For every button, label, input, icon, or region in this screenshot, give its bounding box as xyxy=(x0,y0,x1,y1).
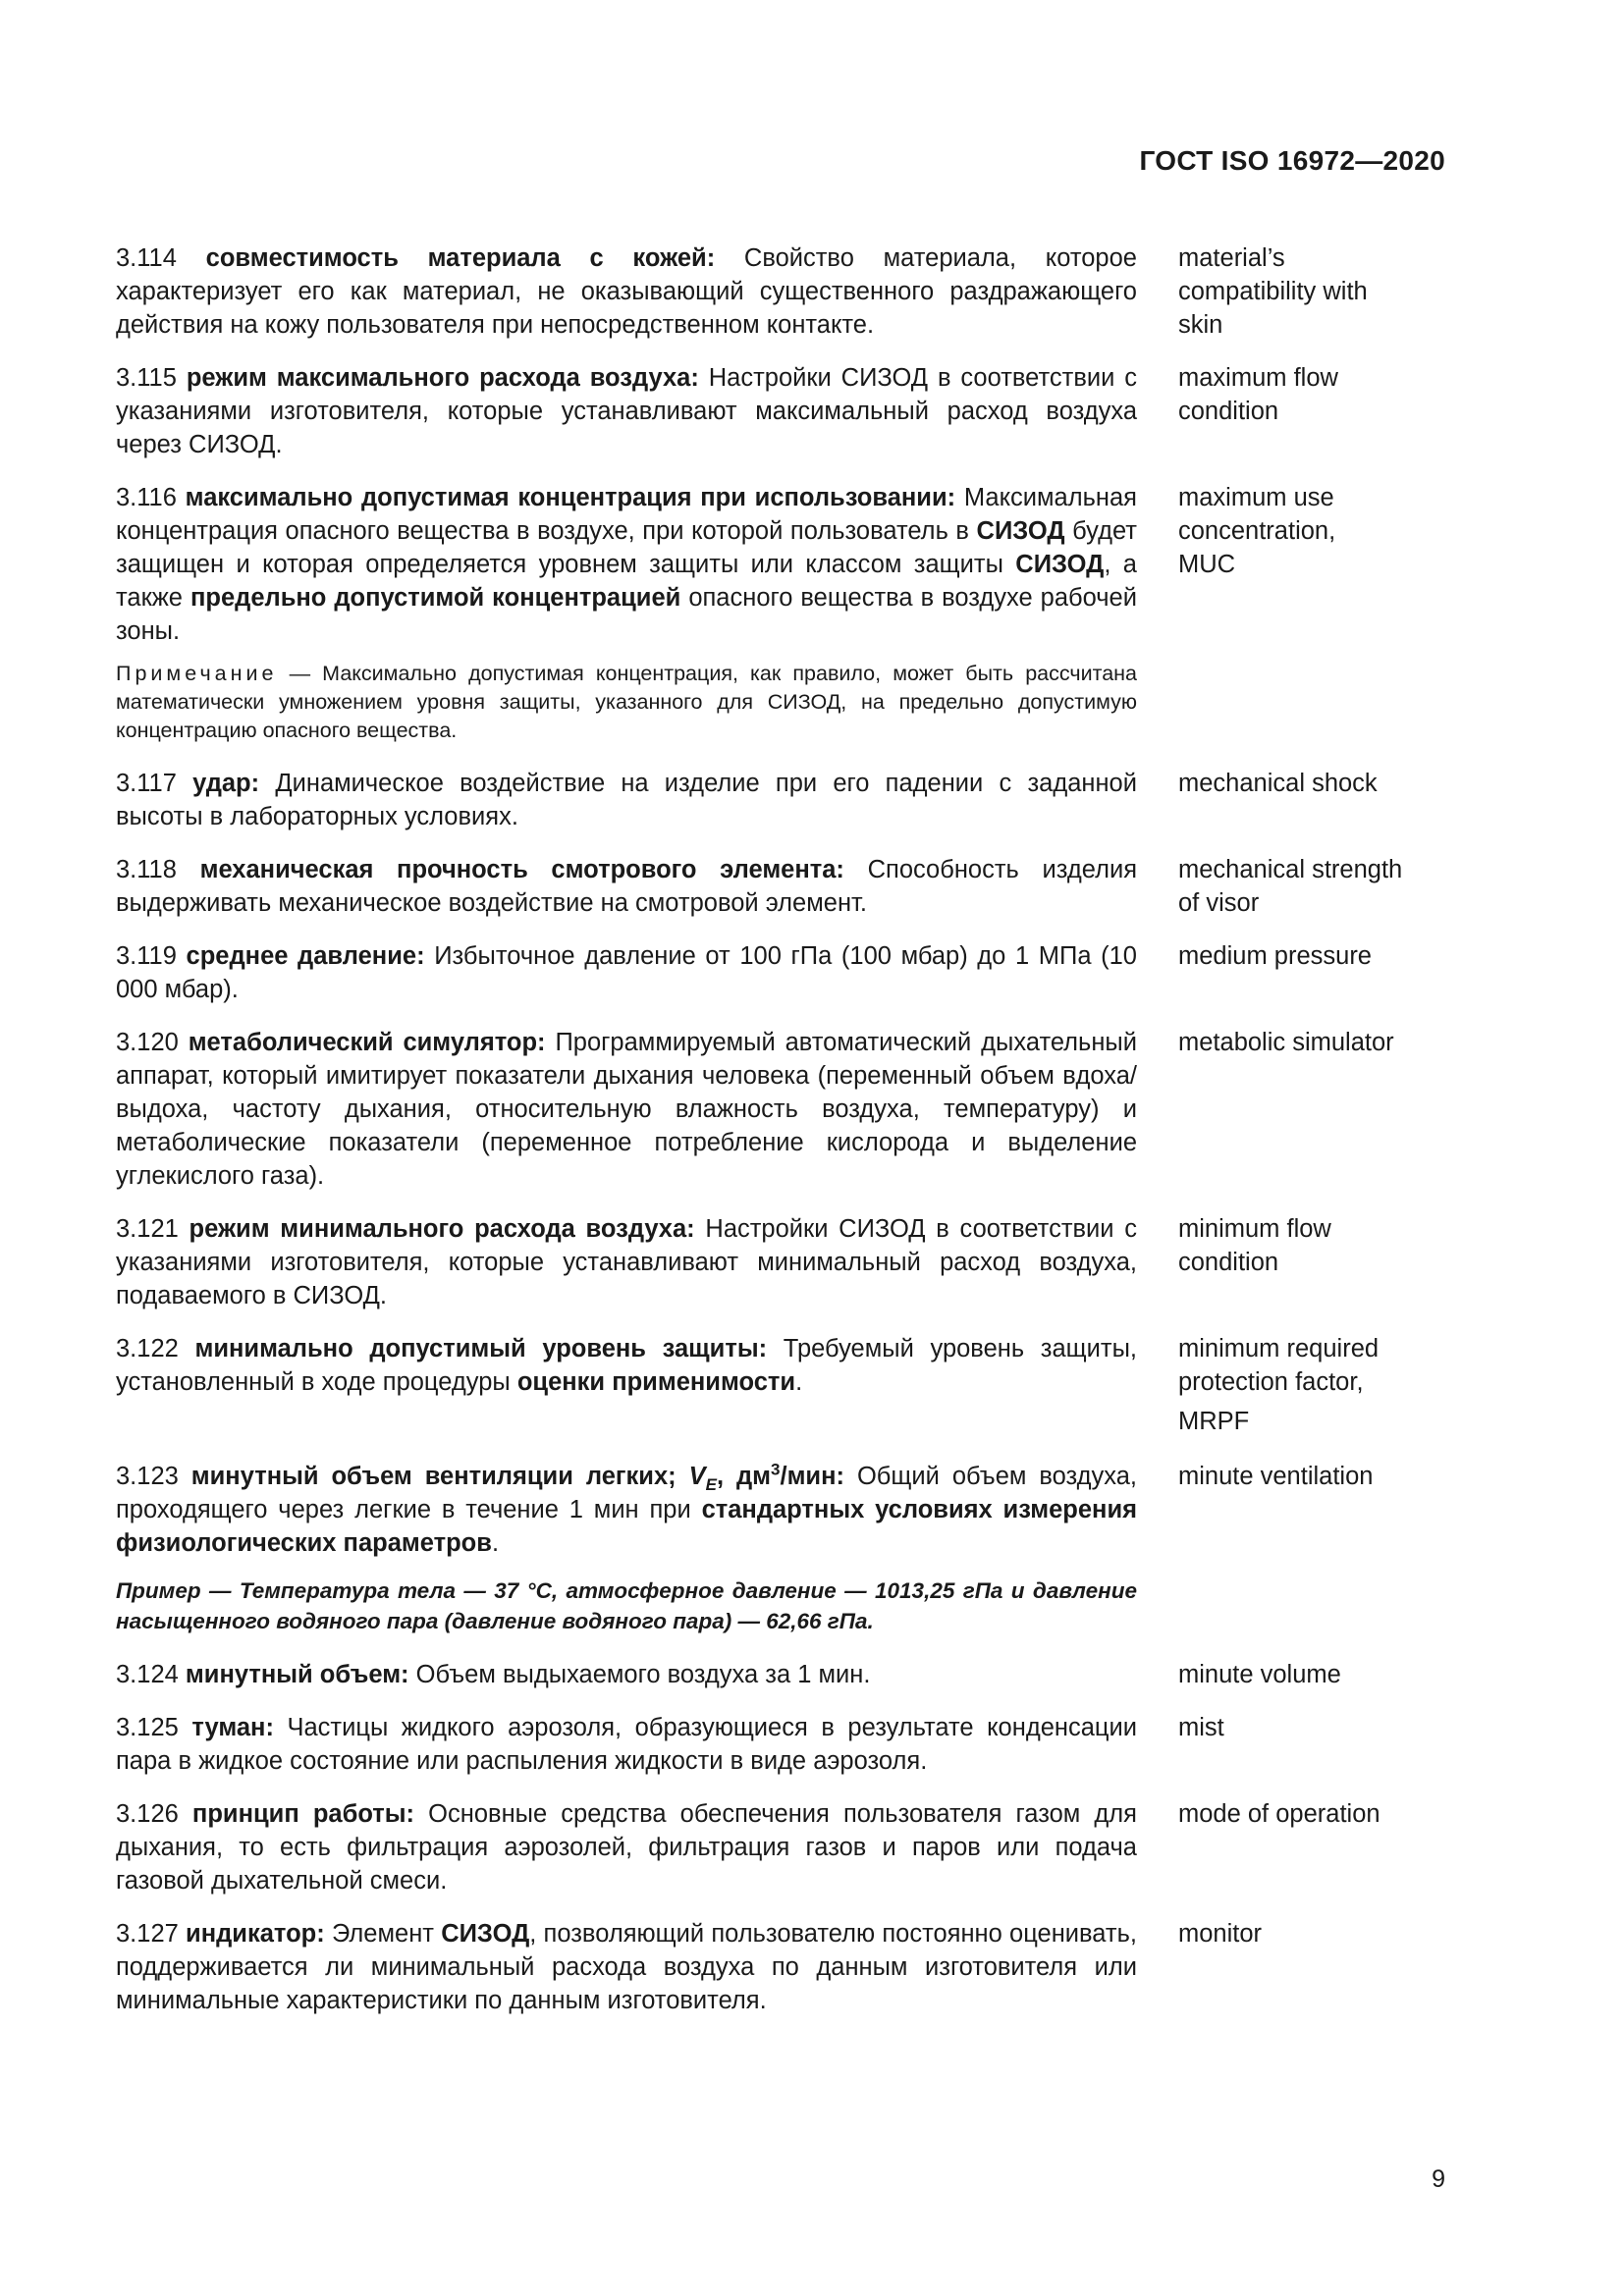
document-header: ГОСТ ISO 16972—2020 xyxy=(1139,145,1445,176)
term-definition xyxy=(116,241,1137,342)
term-name-ru: принцип работы: xyxy=(191,1800,415,1828)
term-definition xyxy=(116,1026,1137,1193)
term-entry-3-120 xyxy=(116,1026,1445,1193)
term-definition xyxy=(116,1212,1137,1312)
term-name-ru: режим максимального расхода воздуха: xyxy=(186,364,699,392)
term-entry-3-114 xyxy=(116,241,1445,342)
term-name-ru: метаболический симулятор: xyxy=(188,1029,546,1056)
term-name-ru: совместимость материала с кожей: xyxy=(205,244,716,272)
definition-text: Настройки СИЗОД в соответствии с указаниями изготовителя, которые устанавливают максимальный расход воздуха через СИЗОД. xyxy=(116,364,1138,458)
term-entry-3-124 xyxy=(116,1658,1445,1691)
term-number: 3.118 xyxy=(116,856,177,883)
term-name-en: minimum required protection factor, MRPF xyxy=(1178,1335,1380,1435)
term-number: 3.121 xyxy=(116,1215,179,1243)
definition-text: Избыточное давление от 100 гПа (100 мбар) до 1 МПа (10 000 мбар). xyxy=(116,942,1137,1003)
term-name-ru: режим минимального расхода воздуха: xyxy=(189,1215,695,1243)
term-entry-3-125 xyxy=(116,1711,1445,1778)
term-number: 3.127 xyxy=(116,1920,179,1948)
term-name-en: monitor xyxy=(1178,1920,1263,1948)
term-number: 3.125 xyxy=(116,1714,179,1741)
note-text: — Максимально допустимая концентрация, как правило, может быть рассчитана математически умножением уровня защиты, указанного для СИЗОД, на предельно допустимую концентрацию опасного вещества. xyxy=(116,662,1137,742)
term-entry-3-122 xyxy=(116,1332,1445,1438)
term-name-ru: механическая прочность смотрового элемента: xyxy=(199,856,844,883)
term-name-en: material’s compatibility with skin xyxy=(1178,244,1368,339)
term-name-en: minute ventilation xyxy=(1178,1463,1374,1490)
term-name-en: mechanical shock xyxy=(1178,770,1378,797)
term-number: 3.123 xyxy=(116,1463,179,1490)
term-definition xyxy=(116,853,1137,920)
term-name-en: medium pressure xyxy=(1178,942,1372,970)
note-3-116 xyxy=(116,660,1137,745)
term-number: 3.116 xyxy=(116,484,177,511)
example-3-123: Пример — Температура тела — 37 °С, атмосферное давление — 1013,25 гПа и давление насыщенного водяного пара (давление водяного пара) — 62,66 гПа. xyxy=(116,1578,1137,1633)
term-name-ru: минутный объем: xyxy=(185,1661,409,1688)
definition-text: Настройки СИЗОД в соответствии с указаниями изготовителя, которые устанавливают минимальный расход воздуха, подаваемого в СИЗОД. xyxy=(116,1215,1138,1309)
term-definition xyxy=(116,361,1137,461)
definition-text: Частицы жидкого аэрозоля, образующиеся в результате конденсации пара в жидкое состояние или распыления жидкости в виде аэрозоля. xyxy=(116,1714,1137,1775)
term-name-en: mechanical strength of visor xyxy=(1178,856,1403,917)
term-name-ru: среднее давление: xyxy=(186,942,425,970)
term-definition xyxy=(116,767,1137,833)
term-name-en: minute volume xyxy=(1178,1661,1341,1688)
term-definition xyxy=(116,1797,1137,1897)
term-number: 3.119 xyxy=(116,942,177,970)
term-definition xyxy=(116,1658,1137,1691)
term-number: 3.126 xyxy=(116,1800,179,1828)
term-number: 3.117 xyxy=(116,770,177,797)
term-entry-3-126 xyxy=(116,1797,1445,1897)
term-name-en: minimum flow condition xyxy=(1178,1215,1331,1276)
definition-text: Программируемый автоматический дыхательный аппарат, который имитирует показатели дыхания человека (переменный объем вдоха/выдоха, частоту дыхания, относительную влажность воздуха, температуру) и метаболические показатели (переменное потребление кислорода и выделение углекислого газа). xyxy=(116,1029,1137,1190)
definition-text: Свойство материала, которое характеризует его как материал, не оказывающий существенного раздражающего действия на кожу пользователя при непосредственном контакте. xyxy=(116,244,1137,339)
term-number: 3.124 xyxy=(116,1661,179,1688)
definition-text: Способность изделия выдерживать механическое воздействие на смотровой элемент. xyxy=(116,856,1137,917)
term-name-en: metabolic simulator xyxy=(1178,1029,1394,1056)
definition-text: Динамическое воздействие на изделие при его падении с заданной высоты в лабораторных условиях. xyxy=(116,770,1137,830)
term-name-ru: минутный объем вентиляции легких; $V_E$, $дм^3$/мин: xyxy=(190,1460,845,1495)
term-entry-3-121 xyxy=(116,1212,1445,1312)
term-definition xyxy=(116,939,1137,1006)
term-name-en: maximum use concentration, MUC xyxy=(1178,484,1336,578)
term-definition: 3.123 минутный объем вентиляции легких; $V_E$, $дм^3$/мин: Общий объем воздуха, проходящего через легкие в течение 1 мин при стандартных условиях измерения физиологических параметров. xyxy=(116,1460,1137,1557)
term-name-en: maximum flow condition xyxy=(1178,364,1338,425)
term-definition: 3.127 индикатор: Элемент СИЗОД, позволяющий пользователю постоянно оценивать, поддерживается ли минимальный расхода воздуха по данным изготовителя или минимальные характеристики по данным изготовителя. xyxy=(116,1920,1137,2014)
term-name-ru: минимально допустимый уровень защиты: xyxy=(194,1335,768,1362)
term-number: 3.122 xyxy=(116,1335,179,1362)
term-number: 3.120 xyxy=(116,1029,179,1056)
term-number: 3.114 xyxy=(116,244,177,272)
term-entry-3-117 xyxy=(116,767,1445,833)
term-entry-3-127 xyxy=(116,1917,1445,2017)
term-entry-3-119 xyxy=(116,939,1445,1006)
term-name-ru: удар: xyxy=(192,770,260,797)
term-entry-3-118 xyxy=(116,853,1445,920)
terms-list xyxy=(116,241,1445,2037)
term-entry-3-115 xyxy=(116,361,1445,461)
definition-text: Объем выдыхаемого воздуха за 1 мин. xyxy=(415,1661,871,1688)
term-entry-3-116 xyxy=(116,481,1445,648)
term-number: 3.115 xyxy=(116,364,177,392)
term-name-en: mist xyxy=(1178,1714,1224,1741)
term-name-ru: туман: xyxy=(191,1714,274,1741)
term-definition: 3.116 максимально допустимая концентрация при использовании: Максимальная концентрация опасного вещества в воздухе, при которой пользователь в СИЗОД будет защищен и которая определяется уровнем защиты или классом защиты СИЗОД, а также предельно допустимой концентрацией опасного вещества в воздухе рабочей зоны. xyxy=(116,484,1137,645)
term-definition xyxy=(116,1711,1137,1778)
note-label: Примечание xyxy=(116,662,278,685)
term-name-ru: индикатор: xyxy=(186,1920,325,1948)
definition-text: Основные средства обеспечения пользователя газом для дыхания, то есть фильтрация аэрозолей, фильтрация газов и паров или подача газовой дыхательной смеси. xyxy=(116,1800,1137,1895)
term-entry-3-123 xyxy=(116,1460,1445,1560)
term-definition: 3.122 минимально допустимый уровень защиты: Требуемый уровень защиты, установленный в ходе процедуры оценки применимости. xyxy=(116,1335,1137,1396)
term-name-ru: максимально допустимая концентрация при использовании: xyxy=(185,484,956,511)
page-number: 9 xyxy=(1432,2165,1445,2193)
term-name-en: mode of operation xyxy=(1178,1800,1380,1828)
